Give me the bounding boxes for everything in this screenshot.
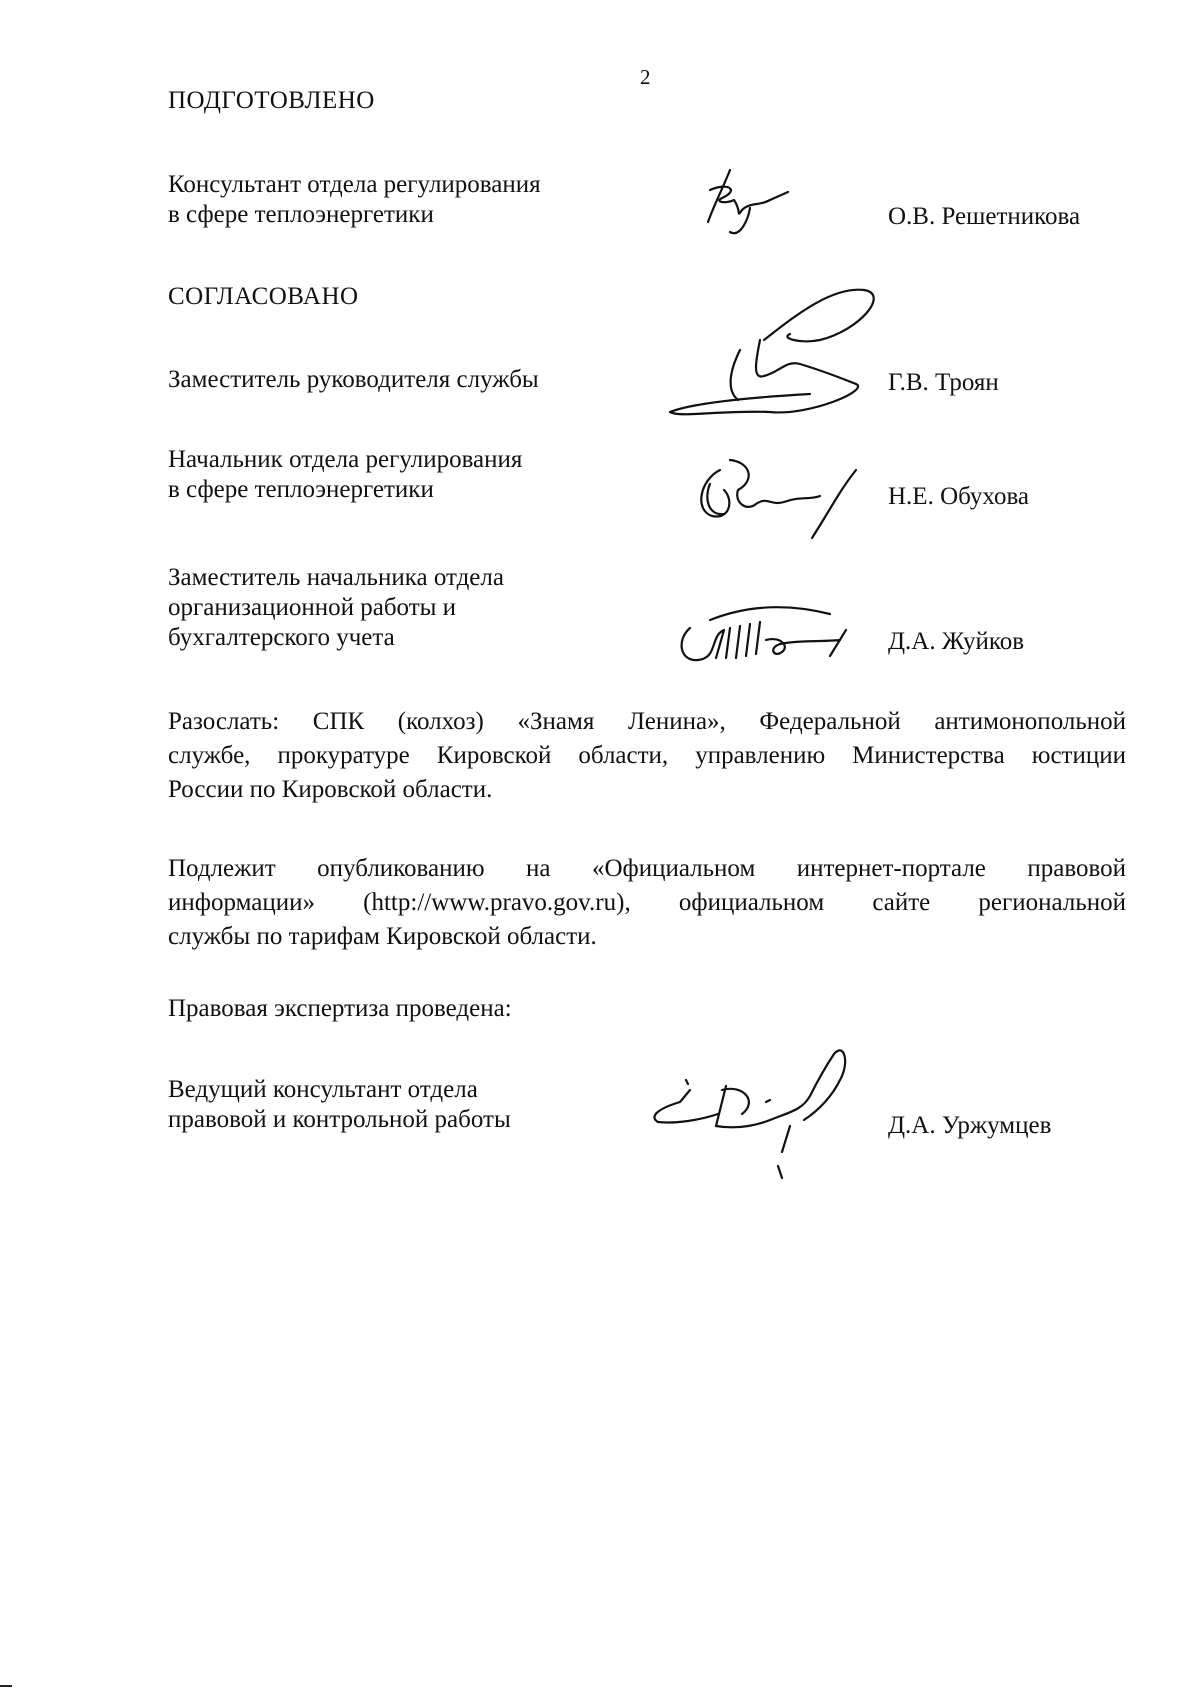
paragraph-line: службе, прокуратуре Кировской области, управлению Министерства юстиции — [168, 742, 1126, 769]
legal-review-position — [168, 1075, 511, 1135]
signature-reshetnikova — [700, 160, 820, 250]
legal-review-heading: Правовая экспертиза проведена: — [168, 995, 512, 1022]
prepared-name: О.В. Решетникова — [888, 203, 1081, 230]
position-line: правовой и контрольной работы — [168, 1106, 511, 1133]
signatory-position — [168, 563, 504, 653]
signature-zhuykov — [670, 600, 890, 670]
position-line: Заместитель начальника отдела — [168, 564, 504, 591]
position-line: бухгалтерского учета — [168, 624, 395, 651]
prepared-position — [168, 170, 541, 230]
position-line: Начальник отдела регулирования — [168, 446, 523, 473]
scan-edge-mark — [0, 1685, 12, 1687]
signatory-position — [168, 365, 539, 395]
paragraph-line: информации» (http://www.pravo.gov.ru), официальном сайте региональной — [168, 889, 1126, 916]
publication-paragraph — [168, 852, 1126, 954]
position-line: организационной работы и — [168, 594, 457, 621]
position-line: в сфере теплоэнергетики — [168, 201, 434, 228]
signature-obukhova — [690, 450, 870, 550]
agreed-heading: СОГЛАСОВАНО — [168, 283, 359, 310]
legal-review-name: Д.А. Уржумцев — [888, 1112, 1052, 1139]
signatory-name: Н.Е. Обухова — [888, 483, 1030, 510]
distribution-paragraph — [168, 705, 1126, 807]
signatory-name: Д.А. Жуйков — [888, 628, 1025, 655]
signatory-name: Г.В. Троян — [888, 369, 999, 396]
paragraph-line: Подлежит опубликованию на «Официальном интернет-портале правовой — [168, 855, 1126, 882]
signatory-position — [168, 445, 522, 505]
signature-troyan — [660, 280, 900, 450]
paragraph-line: России по Кировской области. — [168, 776, 493, 803]
position-line: в сфере теплоэнергетики — [168, 476, 434, 503]
position-line: Ведущий консультант отдела — [168, 1076, 478, 1103]
page-number: 2 — [640, 65, 651, 89]
position-line: Консультант отдела регулирования — [168, 171, 541, 198]
paragraph-line: службы по тарифам Кировской области. — [168, 923, 597, 950]
paragraph-line: Разослать: СПК (колхоз) «Знамя Ленина», Федеральной антимонопольной — [168, 708, 1126, 735]
signature-urzhumtsev — [640, 1040, 880, 1190]
prepared-heading: ПОДГОТОВЛЕНО — [168, 87, 375, 114]
position-line: Заместитель руководителя службы — [168, 366, 539, 393]
